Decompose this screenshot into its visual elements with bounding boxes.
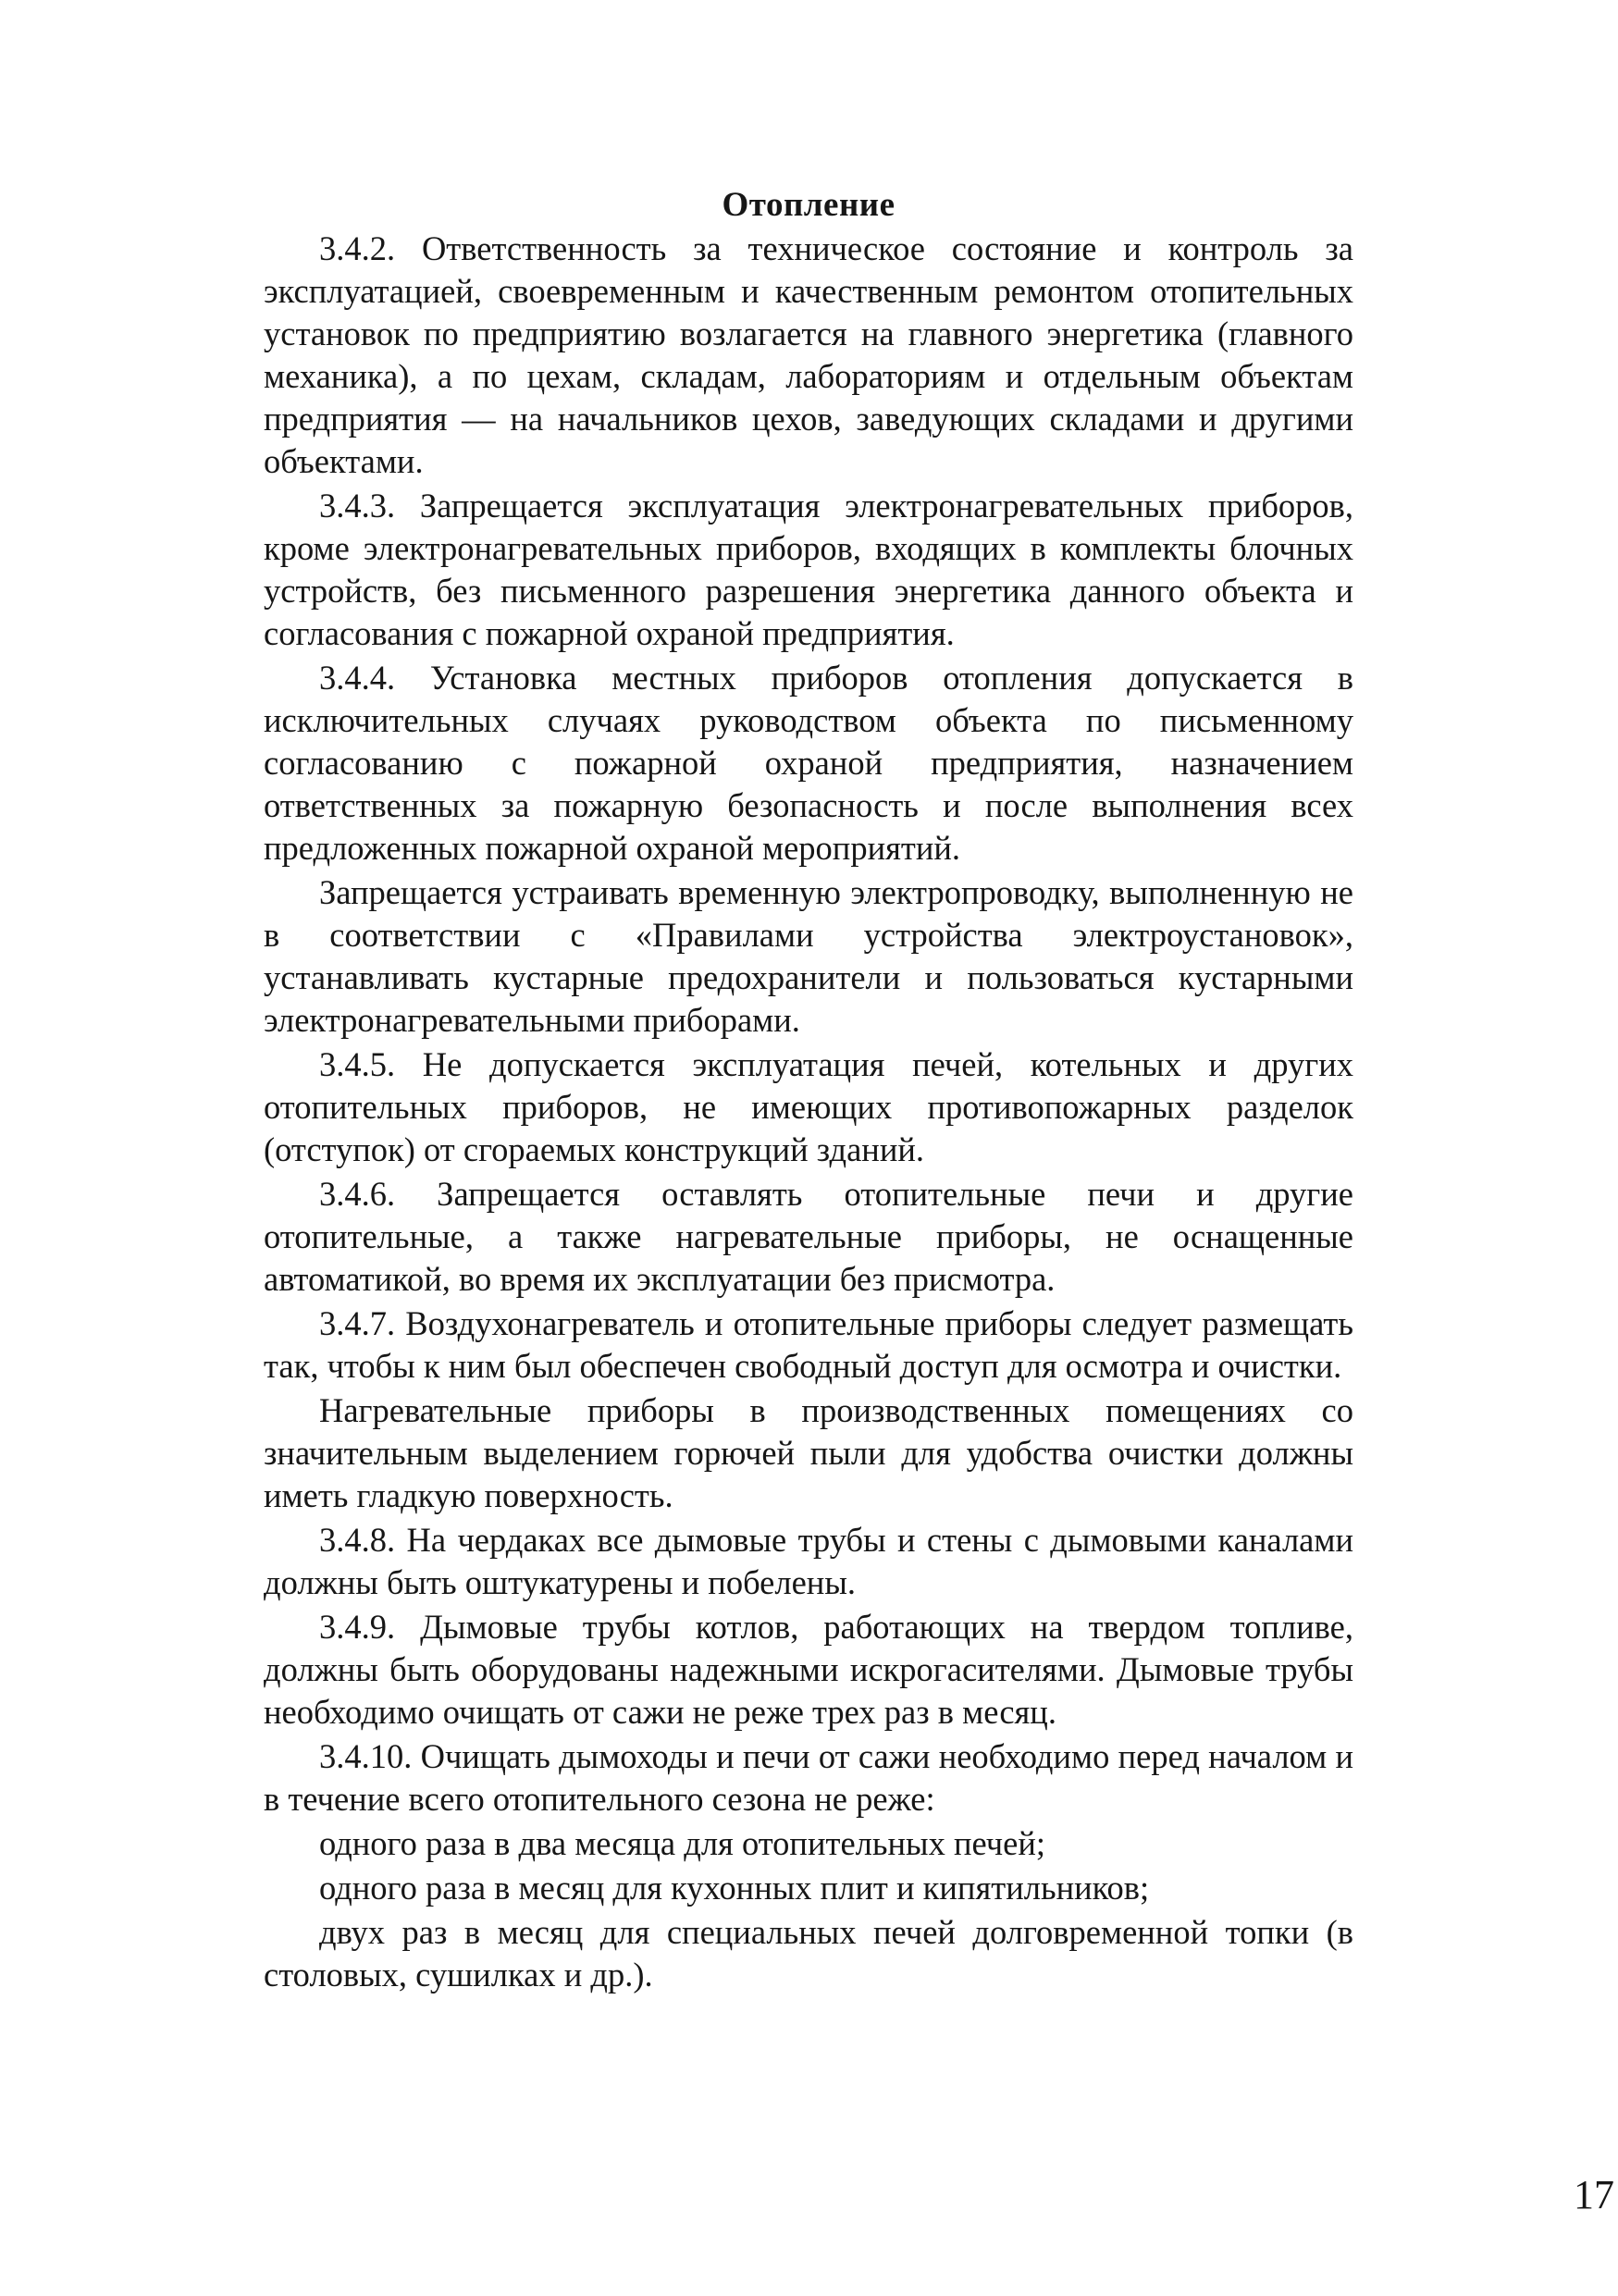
list-item: двух раз в месяц для специальных печей долговременной топки (в столовых, сушилках и др.).: [264, 1913, 1353, 1994]
paragraph-3-4-4: 3.4.4. Установка местных приборов отопления допускается в исключительных случаях руководством объекта по письменному согласованию с пожарной охраной предприятия, назначением ответственных за пожарную безопасность и после выполнения всех предложенных пожарной охраной мероприятий.: [264, 659, 1353, 867]
paragraph-3-4-2: 3.4.2. Ответственность за техническое состояние и контроль за эксплуатацией, своевременным и качественным ремонтом отопительных установок по предприятию возлагается на главного энергетика (главного механика), а по цехам, складам, лабораториям и отдельным объектам предприятия — на начальников цехов, заведующих складами и другими объектами.: [264, 229, 1353, 480]
paragraph-3-4-5: 3.4.5. Не допускается эксплуатация печей, котельных и других отопительных приборов, не имеющих противопожарных разделок (отступок) от сгораемых конструкций зданий.: [264, 1045, 1353, 1168]
paragraph-3-4-6: 3.4.6. Запрещается оставлять отопительные печи и другие отопительные, а также нагревательные приборы, не оснащенные автоматикой, во время их эксплуатации без присмотра.: [264, 1175, 1353, 1298]
list-item: одного раза в два месяца для отопительных печей;: [319, 1824, 1045, 1862]
paragraph-3-4-3: 3.4.3. Запрещается эксплуатация электронагревательных приборов, кроме электронагревательных приборов, входящих в комплекты блочных устройств, без письменного разрешения энергетика данного объекта и согласования с пожарной охраной предприятия.: [264, 487, 1353, 652]
document-page: [264, 183, 1614, 2218]
paragraph-3-4-7: 3.4.7. Воздухонагреватель и отопительные приборы следует размещать так, чтобы к ним был обеспечен свободный доступ для осмотра и очистки.: [264, 1304, 1353, 1385]
paragraph-heating-devices: Нагревательные приборы в производственных помещениях со значительным выделением горючей пыли для удобства очистки должны иметь гладкую поверхность.: [264, 1391, 1353, 1514]
paragraph-3-4-9: 3.4.9. Дымовые трубы котлов, работающих на твердом топливе, должны быть оборудованы надежными искрогасителями. Дымовые трубы необходимо очищать от сажи не реже трех раз в месяц.: [264, 1608, 1353, 1731]
page-number: 17: [1574, 2172, 1614, 2217]
section-title: Отопление: [722, 186, 895, 224]
paragraph-temporary-wiring: Запрещается устраивать временную электропроводку, выполненную не в соответствии с «Правилами устройства электроустановок», устанавливать кустарные предохранители и пользоваться кустарными электронагревательными приборами.: [264, 873, 1353, 1039]
paragraph-3-4-8: 3.4.8. На чердаках все дымовые трубы и стены с дымовыми каналами должны быть оштукатурены и побелены.: [264, 1521, 1353, 1601]
list-item: одного раза в месяц для кухонных плит и кипятильников;: [319, 1869, 1150, 1907]
paragraph-3-4-10: 3.4.10. Очищать дымоходы и печи от сажи необходимо перед началом и в течение всего отопительного сезона не реже:: [264, 1737, 1353, 1818]
